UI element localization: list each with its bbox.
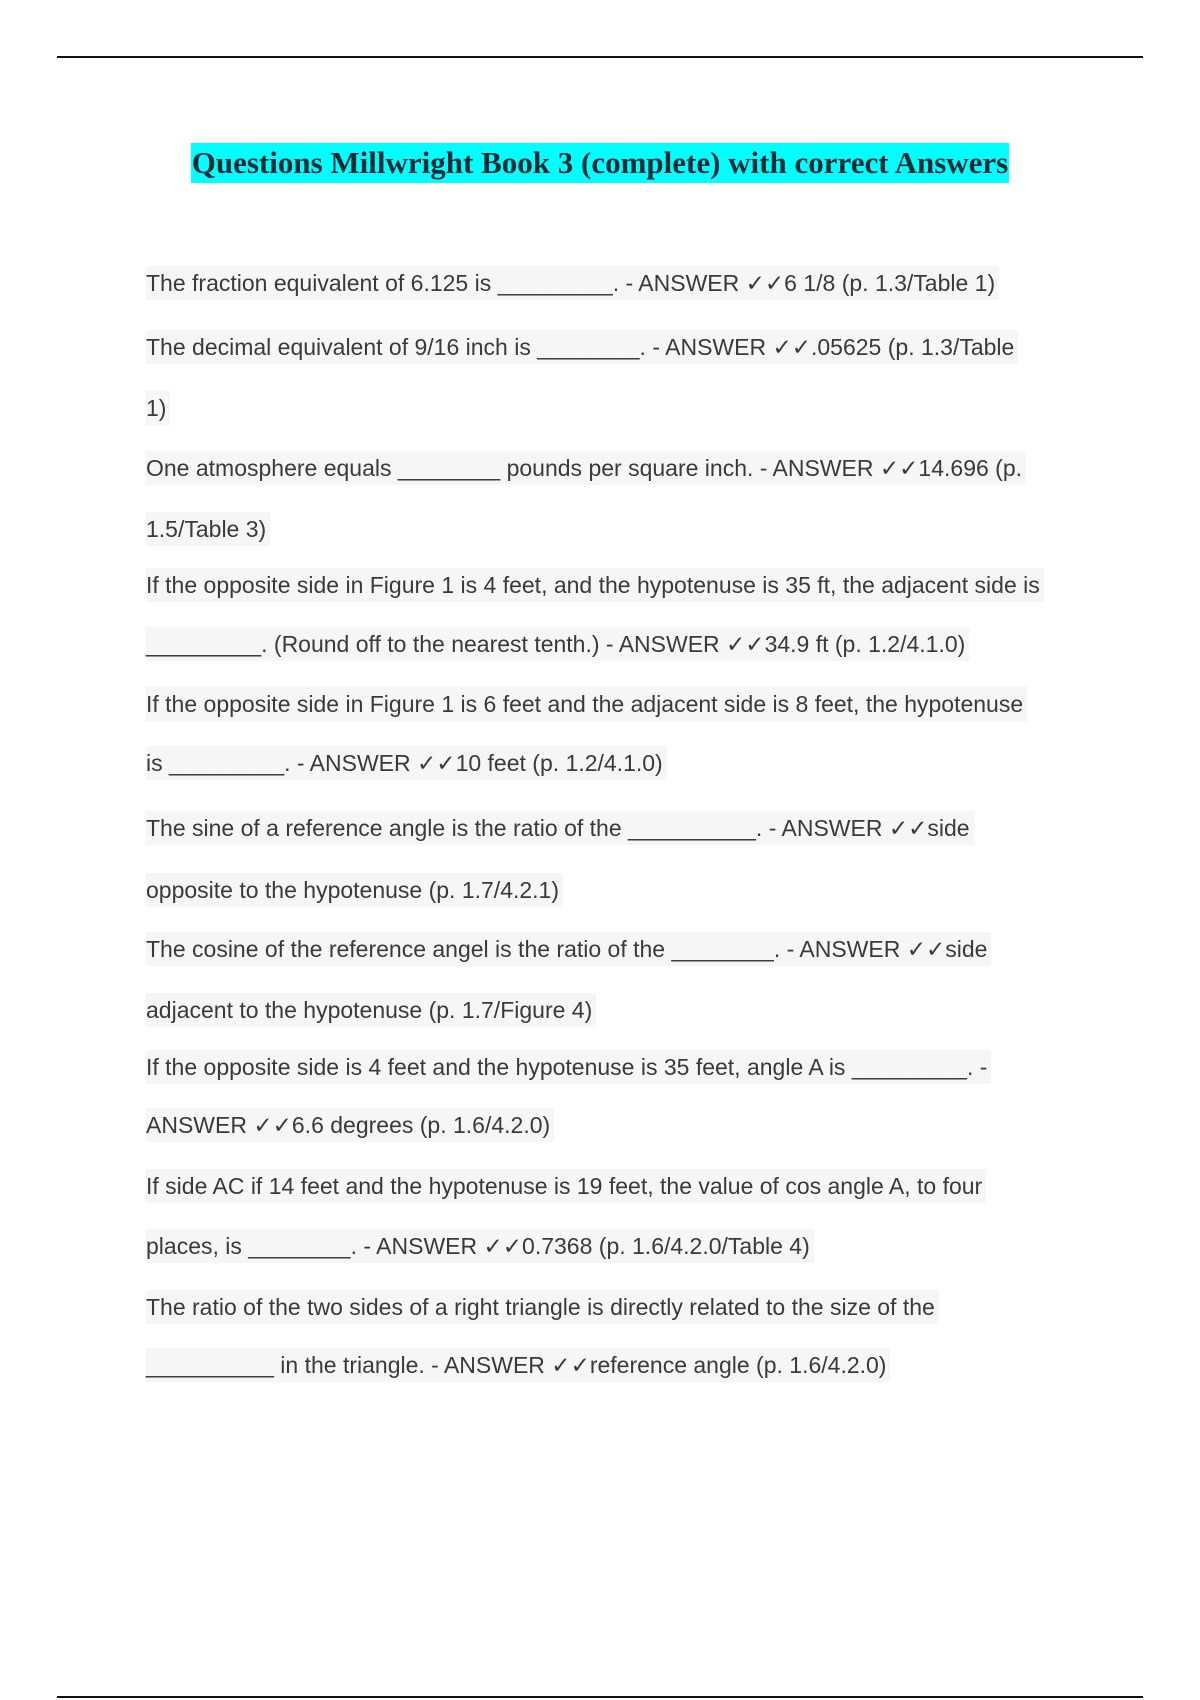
qa-item-5-line-1: If the opposite side in Figure 1 is 6 feet and the adjacent side is 8 feet, the hypotenuse — [146, 687, 1027, 721]
qa-item-3-line-1: One atmosphere equals ________ pounds per square inch. - ANSWER ✓✓14.696 (p. — [146, 451, 1026, 485]
qa-item-2-line-2: 1) — [146, 391, 170, 425]
qa-item-6-line-2: opposite to the hypotenuse (p. 1.7/4.2.1) — [146, 873, 563, 907]
qa-item-9-line-2: places, is ________. - ANSWER ✓✓0.7368 (p. 1.6/4.2.0/Table 4) — [146, 1229, 814, 1263]
qa-item-5-line-2: is _________. - ANSWER ✓✓10 feet (p. 1.2/4.1.0) — [146, 746, 667, 780]
qa-item-3-line-2: 1.5/Table 3) — [146, 512, 270, 546]
qa-item-4-line-1: If the opposite side in Figure 1 is 4 feet, and the hypotenuse is 35 ft, the adjacent side is — [146, 568, 1044, 602]
qa-item-8-line-1: If the opposite side is 4 feet and the hypotenuse is 35 feet, angle A is _________. - — [146, 1050, 991, 1084]
qa-item-9-line-1: If side AC if 14 feet and the hypotenuse is 19 feet, the value of cos angle A, to four — [146, 1169, 986, 1203]
qa-item-1-line-1: The fraction equivalent of 6.125 is _________. - ANSWER ✓✓6 1/8 (p. 1.3/Table 1) — [146, 266, 999, 300]
qa-item-7-line-2: adjacent to the hypotenuse (p. 1.7/Figure 4) — [146, 993, 596, 1027]
bottom-rule — [57, 1696, 1143, 1698]
qa-item-10-line-2: __________ in the triangle. - ANSWER ✓✓reference angle (p. 1.6/4.2.0) — [146, 1348, 890, 1382]
qa-item-4-line-2: _________. (Round off to the nearest tenth.) - ANSWER ✓✓34.9 ft (p. 1.2/4.1.0) — [146, 627, 969, 661]
qa-item-10-line-1: The ratio of the two sides of a right triangle is directly related to the size of the — [146, 1290, 939, 1324]
qa-item-6-line-1: The sine of a reference angle is the ratio of the __________. - ANSWER ✓✓side — [146, 811, 974, 845]
top-rule — [57, 56, 1143, 58]
qa-item-2-line-1: The decimal equivalent of 9/16 inch is ________. - ANSWER ✓✓.05625 (p. 1.3/Table — [146, 330, 1018, 364]
qa-item-8-line-2: ANSWER ✓✓6.6 degrees (p. 1.6/4.2.0) — [146, 1108, 554, 1142]
title-container — [0, 143, 1200, 183]
qa-item-7-line-1: The cosine of the reference angel is the ratio of the ________. - ANSWER ✓✓side — [146, 932, 991, 966]
document-title: Questions Millwright Book 3 (complete) with correct Answers — [191, 143, 1010, 183]
